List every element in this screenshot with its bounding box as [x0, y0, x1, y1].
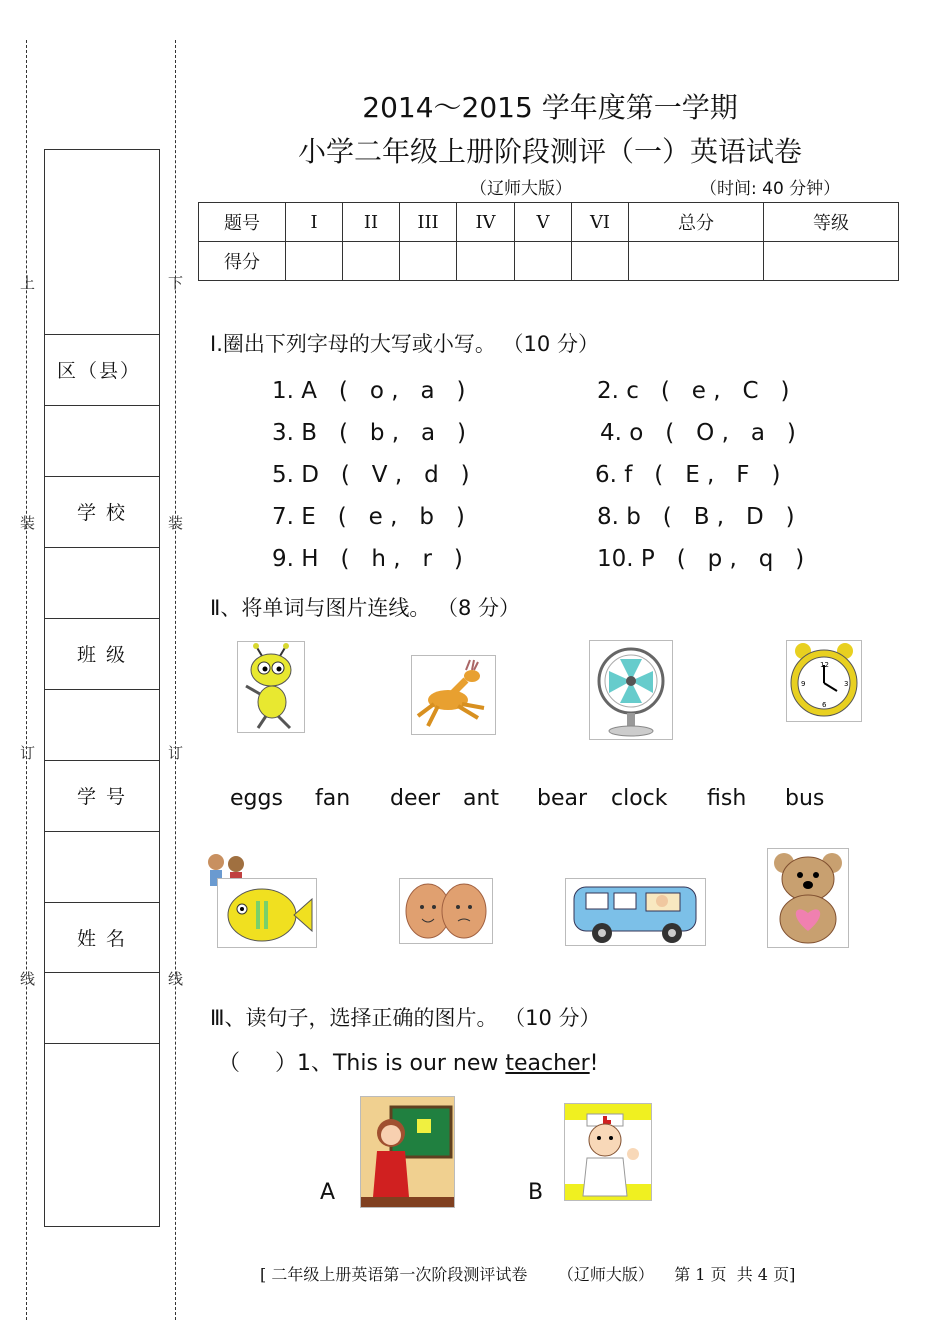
- score-header-cell: IV: [457, 203, 515, 242]
- side-mark: 上: [20, 274, 36, 292]
- school-label: 学 校: [76, 502, 128, 524]
- fan-picture: [589, 640, 673, 740]
- score-table: [198, 202, 899, 281]
- word-option[interactable]: deer: [390, 786, 441, 811]
- eggs-picture: [399, 878, 493, 944]
- word-option[interactable]: ant: [463, 786, 500, 811]
- section2-title: Ⅱ、将单词与图片连线。 （8 分）: [210, 596, 521, 620]
- bear-picture: [767, 848, 849, 948]
- class-label: 班 级: [76, 644, 128, 666]
- option-a-label: A: [320, 1180, 336, 1205]
- deer-picture: [411, 655, 496, 735]
- exam-title-line1: 2014～2015 学年度第一学期: [362, 91, 738, 124]
- section1-title: Ⅰ.圈出下列字母的大写或小写。 （10 分）: [210, 332, 599, 356]
- score-header-cell: I: [286, 203, 343, 242]
- doctor-picture[interactable]: [564, 1103, 652, 1201]
- ant-picture: [237, 641, 305, 733]
- question1-suffix: !: [589, 1051, 599, 1076]
- time-label: （时间: 40 分钟）: [700, 179, 841, 199]
- letter-question: 2. c ( e , C ): [597, 378, 790, 404]
- score-cell[interactable]: [572, 242, 629, 281]
- section3-title: Ⅲ、读句子，选择正确的图片。 （10 分）: [210, 1006, 601, 1030]
- option-b-label: B: [528, 1180, 544, 1205]
- score-header-cell: VI: [572, 203, 629, 242]
- score-header-cell: 等级: [764, 203, 899, 242]
- side-mark: 订: [168, 744, 184, 762]
- question1: [218, 1046, 598, 1077]
- fish-picture: [217, 878, 317, 948]
- score-header-cell: 总分: [629, 203, 764, 242]
- word-option[interactable]: fan: [315, 786, 351, 811]
- exam-title-line2: 小学二年级上册阶段测评（一）英语试卷: [297, 135, 802, 168]
- word-option[interactable]: bus: [785, 786, 825, 811]
- letter-question: 3. B ( b , a ): [272, 420, 467, 446]
- score-cell[interactable]: [515, 242, 572, 281]
- svg-text:6: 6: [822, 701, 827, 709]
- score-row-label: 得分: [199, 242, 286, 281]
- question1-prefix: （ ）1、This is our new: [218, 1051, 506, 1076]
- letter-question: 4. o ( O , a ): [600, 420, 796, 446]
- letter-question: 5. D ( V , d ): [272, 462, 470, 488]
- binding-line-left: [26, 40, 27, 1320]
- name-label: 姓 名: [76, 928, 128, 950]
- page-footer: [ 二年级上册英语第一次阶段测评试卷 （辽师大版） 第 1 页 共 4 页]: [260, 1265, 796, 1284]
- word-option[interactable]: fish: [707, 786, 747, 811]
- letter-question: 8. b ( B , D ): [597, 504, 795, 530]
- side-mark: 订: [20, 744, 36, 762]
- side-mark: 线: [168, 970, 184, 988]
- word-option[interactable]: clock: [611, 786, 668, 811]
- score-cell[interactable]: [764, 242, 899, 281]
- side-mark: 装: [168, 514, 184, 532]
- letter-question: 1. A ( o , a ): [272, 378, 466, 404]
- student-info-box: [44, 149, 160, 1227]
- svg-text:12: 12: [820, 661, 829, 669]
- side-mark: 下: [168, 274, 184, 292]
- score-header-cell: V: [515, 203, 572, 242]
- score-cell[interactable]: [629, 242, 764, 281]
- score-cell[interactable]: [457, 242, 515, 281]
- student-number-label: 学 号: [76, 786, 128, 808]
- edition-label: （辽师大版）: [470, 179, 572, 199]
- word-option[interactable]: eggs: [230, 786, 283, 811]
- clock-picture: [786, 640, 862, 722]
- letter-question: 9. H ( h , r ): [272, 546, 463, 572]
- letter-question: 7. E ( e , b ): [272, 504, 465, 530]
- score-header-cell: III: [400, 203, 457, 242]
- side-mark: 线: [20, 970, 36, 988]
- score-header-cell: 题号: [199, 203, 286, 242]
- question1-keyword: teacher: [505, 1051, 590, 1076]
- side-mark: 装: [20, 514, 36, 532]
- bus-picture: [565, 878, 706, 946]
- letter-question: 10. P ( p , q ): [597, 546, 805, 572]
- binding-line-right: [175, 40, 176, 1320]
- score-header-cell: II: [343, 203, 400, 242]
- svg-text:3: 3: [844, 680, 849, 688]
- score-cell[interactable]: [400, 242, 457, 281]
- score-cell[interactable]: [286, 242, 343, 281]
- teacher-picture[interactable]: [360, 1096, 455, 1208]
- svg-text:9: 9: [801, 680, 806, 688]
- district-label: 区（县）: [57, 360, 142, 382]
- letter-question: 6. f ( E , F ): [595, 462, 781, 488]
- word-option[interactable]: bear: [537, 786, 588, 811]
- score-cell[interactable]: [343, 242, 400, 281]
